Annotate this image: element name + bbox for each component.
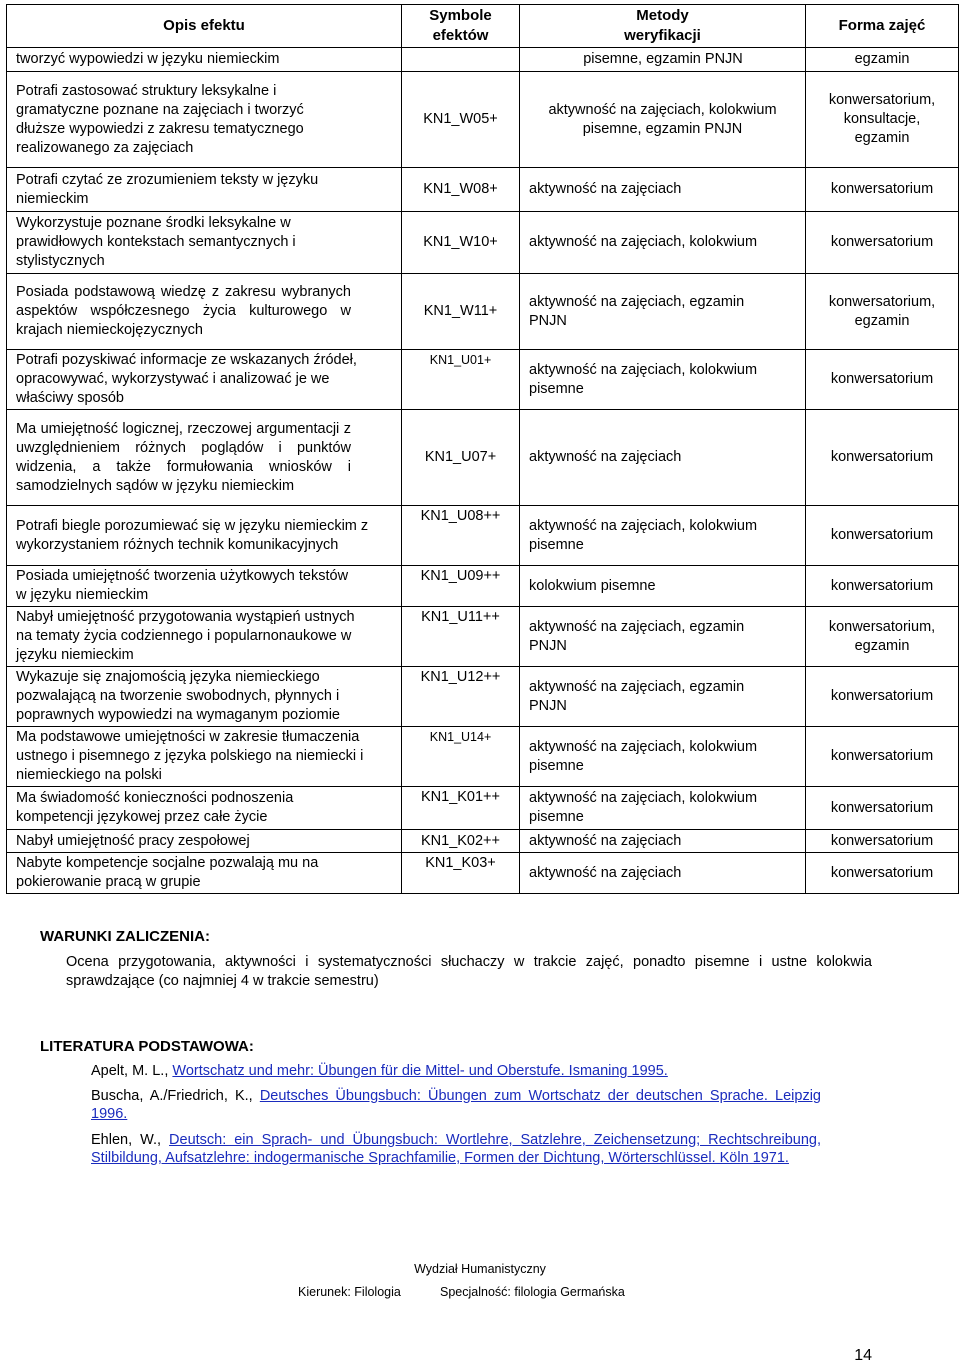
cell-method: aktywność na zajęciach, kolokwium pisemne, egzamin PNJN: [520, 72, 806, 168]
cell-method: aktywność na zajęciach, egzamin PNJN: [520, 274, 806, 350]
table-row: [7, 274, 959, 350]
cell-method: aktywność na zajęciach, kolokwium pisemne: [520, 727, 806, 787]
cell-desc: Nabyte kompetencje socjalne pozwalają mu na pokierowanie pracą w grupie: [7, 853, 402, 894]
cell-desc: Posiada podstawową wiedzę z zakresu wybranych aspektów współczesnego życia kulturowego w krajach niemieckojęzycznych: [7, 274, 402, 350]
cell-method: aktywność na zajęciach, kolokwium pisemne: [520, 787, 806, 830]
cell-form: konwersatorium: [806, 787, 959, 830]
cell-desc: Posiada umiejętność tworzenia użytkowych tekstów w języku niemieckim: [7, 566, 402, 607]
reference-author: Ehlen, W.,: [91, 1132, 170, 1148]
cell-symbol: KN1_U01+: [402, 350, 520, 410]
cell-method: aktywność na zajęciach, kolokwium: [520, 212, 806, 274]
cell-desc: Potrafi zastosować struktury leksykalne i gramatyczne poznane na zajęciach i tworzyć dłuższe wypowiedzi z zakresu tematycznego realizowanego za zajęciach: [7, 72, 402, 168]
cell-symbol: KN1_U14+: [402, 727, 520, 787]
cell-symbol: KN1_U08++: [402, 506, 520, 566]
cell-method: aktywność na zajęciach: [520, 830, 806, 853]
cell-symbol: KN1_U11++: [402, 607, 520, 667]
cell-form: egzamin: [806, 48, 959, 72]
cell-method: aktywność na zajęciach: [520, 853, 806, 894]
cell-method: aktywność na zajęciach: [520, 410, 806, 506]
cell-symbol: KN1_W11+: [402, 274, 520, 350]
cell-desc: Ma umiejętność logicznej, rzeczowej argumentacji z uwzględnieniem różnych poglądów i punktów widzenia, a także formułowania wniosków i samodzielnych sądów w języku niemieckim: [7, 410, 402, 506]
cell-symbol: [402, 48, 520, 72]
cell-method: aktywność na zajęciach, egzamin PNJN: [520, 667, 806, 727]
cell-symbol: KN1_U12++: [402, 667, 520, 727]
cell-symbol: KN1_K02++: [402, 830, 520, 853]
cell-desc: Wykorzystuje poznane środki leksykalne w prawidłowych kontekstach semantycznych i stylistycznych: [7, 212, 402, 274]
cell-form: konwersatorium: [806, 168, 959, 212]
reference-title-link[interactable]: Deutsch: ein Sprach- und Übungsbuch: Wortlehre, Satzlehre, Zeichensetzung; Rechtschreibung, Stilbildung, Aufsatzlehre: indogermanische Sprachfamilie, Formen der Dichtung, Wörterschlüssel. Köln 1971.: [91, 1132, 822, 1166]
header-forma: Forma zajęć: [806, 5, 959, 48]
cell-form: konwersatorium: [806, 727, 959, 787]
cell-desc: Nabył umiejętność pracy zespołowej: [7, 830, 402, 853]
table-row: [7, 607, 959, 667]
table-row: [7, 410, 959, 506]
footer-specjalnosc: Specjalność: filologia Germańska: [440, 1285, 625, 1299]
cell-method: aktywność na zajęciach, kolokwium pisemne: [520, 350, 806, 410]
cell-form: konwersatorium: [806, 212, 959, 274]
table-row: [7, 168, 959, 212]
header-opis: Opis efektu: [7, 5, 402, 48]
table-row: [7, 727, 959, 787]
cell-symbol: KN1_U09++: [402, 566, 520, 607]
cell-desc: Wykazuje się znajomością języka niemieckiego pozwalającą na tworzenie swobodnych, płynnych i poprawnych wypowiedzi na wymaganym poziomie: [7, 667, 402, 727]
reference-item: [91, 1062, 821, 1080]
cell-desc: Potrafi czytać ze zrozumieniem teksty w języku niemieckim: [7, 168, 402, 212]
cell-form: konwersatorium, egzamin: [806, 607, 959, 667]
cell-form: konwersatorium: [806, 566, 959, 607]
warunki-heading: WARUNKI ZALICZENIA:: [40, 928, 210, 945]
cell-method: aktywność na zajęciach, kolokwium pisemne: [520, 506, 806, 566]
cell-desc: Ma świadomość konieczności podnoszenia kompetencji językowej przez całe życie: [7, 787, 402, 830]
cell-symbol: KN1_U07+: [402, 410, 520, 506]
learning-outcomes-table: [6, 4, 959, 894]
cell-form: konwersatorium: [806, 410, 959, 506]
table-row: [7, 667, 959, 727]
table-row: [7, 350, 959, 410]
warunki-text: Ocena przygotowania, aktywności i systematyczności słuchaczy w trakcie zajęć, ponadto pisemne i ustne kolokwia sprawdzające (co najmniej 4 w trakcie semestru): [66, 954, 872, 989]
table-row: [7, 48, 959, 72]
reference-author: Apelt, M. L.,: [91, 1063, 173, 1079]
footer-faculty: Wydział Humanistyczny: [414, 1262, 546, 1276]
page-number: 14: [854, 1347, 872, 1364]
table-row: [7, 506, 959, 566]
header-symbole: Symbole efektów: [402, 5, 520, 48]
table-row: [7, 830, 959, 853]
literatura-heading: LITERATURA PODSTAWOWA:: [40, 1038, 254, 1055]
cell-form: konwersatorium: [806, 350, 959, 410]
cell-form: konwersatorium, konsultacje, egzamin: [806, 72, 959, 168]
cell-form: konwersatorium: [806, 830, 959, 853]
reference-item: [91, 1087, 821, 1123]
cell-symbol: KN1_W08+: [402, 168, 520, 212]
cell-symbol: KN1_W05+: [402, 72, 520, 168]
table-row: [7, 787, 959, 830]
cell-desc: Nabył umiejętność przygotowania wystąpień ustnych na tematy życia codziennego i popularnonaukowe w języku niemieckim: [7, 607, 402, 667]
cell-desc: Potrafi pozyskiwać informacje ze wskazanych źródeł, opracowywać, wykorzystywać i analizować je we właściwy sposób: [7, 350, 402, 410]
cell-method: aktywność na zajęciach, egzamin PNJN: [520, 607, 806, 667]
cell-method: kolokwium pisemne: [520, 566, 806, 607]
header-metody: Metody weryfikacji: [520, 5, 806, 48]
table-row: [7, 566, 959, 607]
cell-desc: Ma podstawowe umiejętności w zakresie tłumaczenia ustnego i pisemnego z języka polskiego na niemiecki i niemieckiego na polski: [7, 727, 402, 787]
reference-title-link[interactable]: Wortschatz und mehr: Übungen für die Mittel- und Oberstufe. Ismaning 1995.: [172, 1063, 668, 1079]
cell-symbol: KN1_K01++: [402, 787, 520, 830]
cell-symbol: KN1_K03+: [402, 853, 520, 894]
cell-form: konwersatorium, egzamin: [806, 274, 959, 350]
table-row: [7, 853, 959, 894]
reference-item: [91, 1131, 821, 1167]
table-header-row: [7, 5, 959, 48]
footer-kierunek: Kierunek: Filologia: [298, 1285, 401, 1299]
cell-form: konwersatorium: [806, 853, 959, 894]
cell-symbol: KN1_W10+: [402, 212, 520, 274]
table-row: [7, 72, 959, 168]
cell-method: pisemne, egzamin PNJN: [520, 48, 806, 72]
reference-title-link[interactable]: Deutsches Übungsbuch: Übungen zum Wortschatz der deutschen Sprache. Leipzig 1996.: [91, 1088, 821, 1122]
cell-desc: Potrafi biegle porozumiewać się w języku niemieckim z wykorzystaniem różnych technik komunikacyjnych: [7, 506, 402, 566]
cell-desc: tworzyć wypowiedzi w języku niemieckim: [7, 48, 402, 72]
reference-author: Buscha, A./Friedrich, K.,: [91, 1088, 260, 1104]
cell-form: konwersatorium: [806, 667, 959, 727]
cell-method: aktywność na zajęciach: [520, 168, 806, 212]
cell-form: konwersatorium: [806, 506, 959, 566]
table-row: [7, 212, 959, 274]
